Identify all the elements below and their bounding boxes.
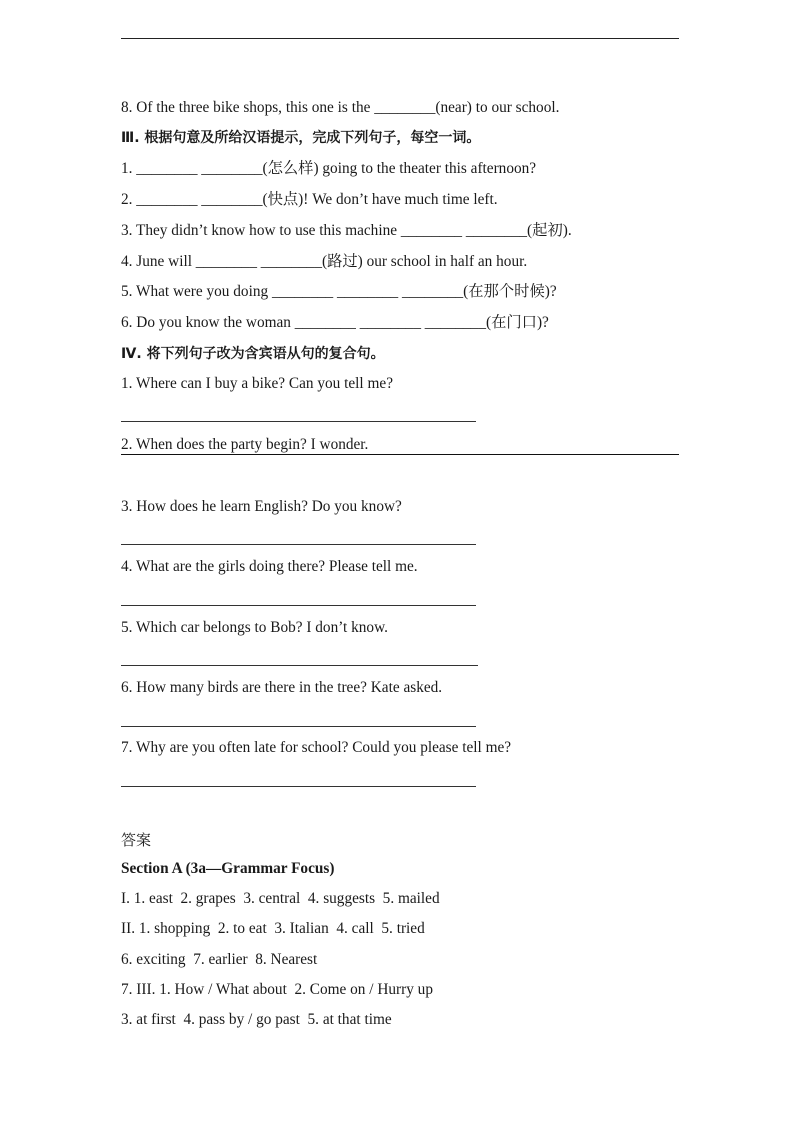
section-3-item-2: 2. ________ ________(快点)! We don’t have much time left. [121, 191, 498, 208]
answers-title: 答案 [121, 831, 152, 849]
answer-line-6 [121, 726, 476, 727]
section-3-item-6: 6. Do you know the woman ________ ________ ________(在门口)? [121, 314, 549, 331]
section-4-item-1: 1. Where can I buy a bike? Can you tell me? [121, 375, 393, 392]
section-3-item-4: 4. June will ________ ________(路过) our school in half an hour. [121, 253, 528, 270]
section-3-item-1: 1. ________ ________(怎么样) going to the theater this afternoon? [121, 160, 537, 177]
section-4-item-5: 5. Which car belongs to Bob? I don’t know. [121, 619, 388, 636]
section-4-item-6: 6. How many birds are there in the tree? Kate asked. [121, 679, 443, 696]
section-3-item-5: 5. What were you doing ________ ________ ________(在那个时候)? [121, 283, 557, 300]
section-4-item-2: 2. When does the party begin? I wonder. [121, 436, 369, 453]
answer-line-text-2: II. 1. shopping 2. to eat 3. Italian 4. call 5. tried [121, 920, 425, 937]
section-3-heading: Ⅲ. 根据句意及所给汉语提示，完成下列句子，每空一词。 [121, 130, 481, 146]
answer-line-text-5: 3. at first 4. pass by / go past 5. at that time [121, 1011, 392, 1028]
section-4-item-3: 3. How does he learn English? Do you know? [121, 498, 402, 515]
answer-line-4 [121, 605, 476, 606]
answer-line-1 [121, 421, 476, 422]
section-4-heading: Ⅳ. 将下列句子改为含宾语从句的复合句。 [121, 346, 385, 362]
section-3-item-3: 3. They didn’t know how to use this machine ________ ________(起初). [121, 222, 572, 239]
answers-section-title: Section A (3a—Grammar Focus) [121, 860, 335, 877]
answer-line-text-1: I. 1. east 2. grapes 3. central 4. suggests 5. mailed [121, 890, 440, 907]
answer-line-7 [121, 786, 476, 787]
answer-line-2 [121, 454, 679, 455]
answer-line-text-3: 6. exciting 7. earlier 8. Nearest [121, 951, 318, 968]
exercise-8: 8. Of the three bike shops, this one is the ________(near) to our school. [121, 99, 560, 116]
answer-line-5 [121, 665, 478, 666]
answer-line-3 [121, 544, 476, 545]
section-4-item-7: 7. Why are you often late for school? Could you please tell me? [121, 739, 512, 756]
answer-line-text-4: 7. III. 1. How / What about 2. Come on / Hurry up [121, 981, 433, 998]
section-4-item-4: 4. What are the girls doing there? Please tell me. [121, 558, 418, 575]
header-rule [121, 38, 679, 39]
